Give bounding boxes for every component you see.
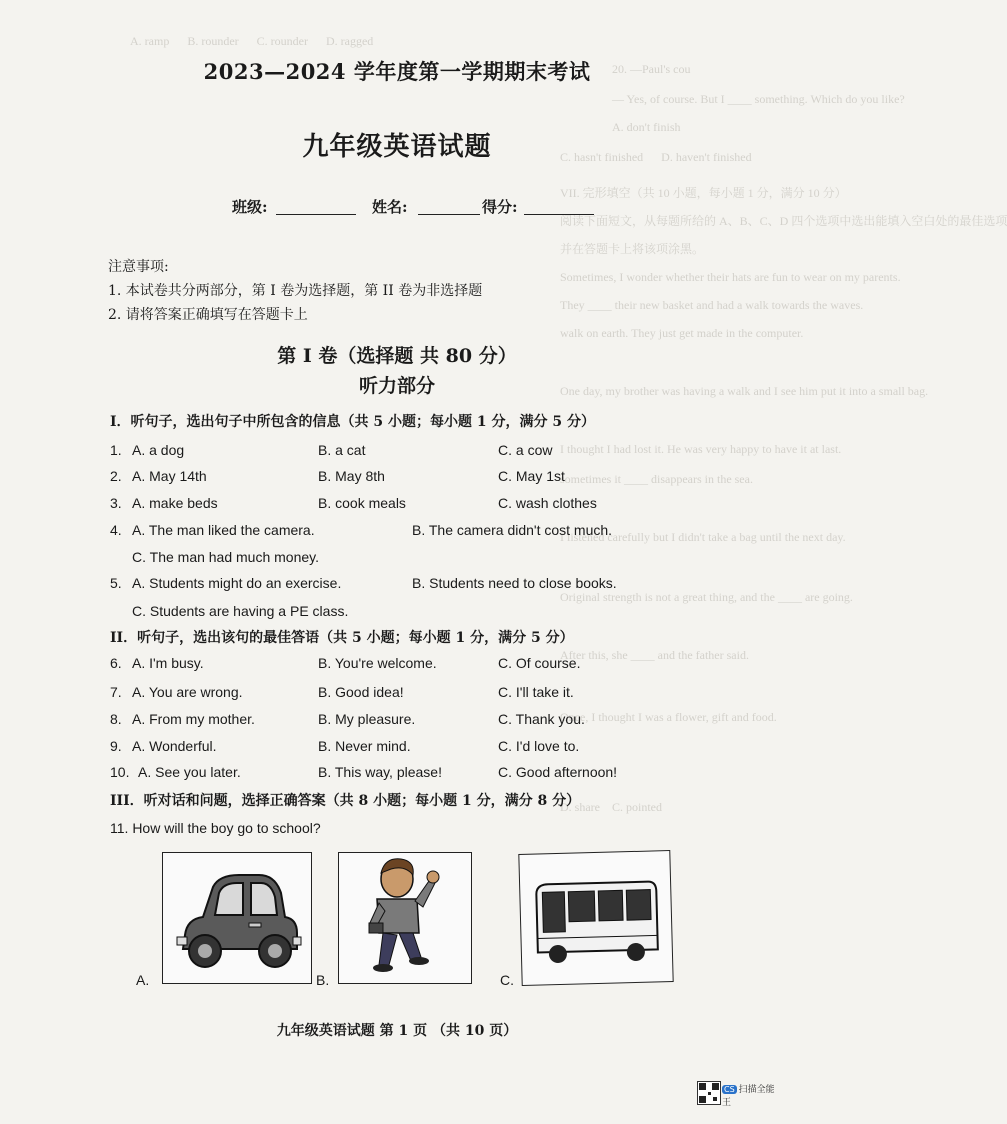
car-icon: [163, 853, 311, 983]
bleed-through: Original strength is not a great thing, and the ____ are going.: [560, 590, 853, 604]
exam-title: 2023—2024 学年度第一学期期末考试: [203, 59, 591, 84]
option-a[interactable]: A. The man liked the camera.: [132, 522, 315, 538]
option-a[interactable]: A. From my mother.: [132, 711, 255, 727]
page-footer: 九年级英语试题 第 1 页 （共 10 页）: [276, 1023, 518, 1039]
option-a[interactable]: A. make beds: [132, 495, 218, 511]
part1-heading: I．听句子，选出句子中所包含的信息（共 5 小题；每小题 1 分，满分 5 分）: [110, 414, 596, 430]
bleed-through: C. hasn't finished D. haven't finished: [560, 150, 752, 164]
option-c[interactable]: C. Students are having a PE class.: [132, 603, 349, 619]
option-a[interactable]: A. See you later.: [138, 764, 241, 780]
walking-boy-picture[interactable]: [338, 852, 472, 984]
option-b[interactable]: B. a cat: [318, 442, 366, 458]
class-field[interactable]: [276, 214, 356, 216]
bleed-through: 阅读下面短文，从每题所给的 A、B、C、D 四个选项中选出能填入空白处的最佳选项: [560, 214, 1007, 228]
exam-subtitle: 九年级英语试题: [302, 132, 492, 162]
bleed-through: VII. 完形填空（共 10 小题，每小题 1 分，满分 10 分）: [560, 186, 847, 200]
question-number: 10.: [110, 764, 130, 780]
option-a[interactable]: A. Wonderful.: [132, 738, 217, 754]
question-number: 4.: [110, 522, 122, 538]
car-picture[interactable]: [162, 852, 312, 984]
score-field[interactable]: [524, 214, 594, 216]
bleed-through: They ____ their new basket and had a walk towards the waves.: [560, 298, 864, 312]
bus-icon: [519, 851, 672, 985]
option-b[interactable]: B. May 8th: [318, 468, 385, 484]
score-label: 得分:: [482, 198, 518, 216]
option-c[interactable]: C. The man had much money.: [132, 549, 320, 565]
bleed-through: 并在答题卡上将该项涂黑。: [560, 242, 705, 256]
option-a[interactable]: A. May 14th: [132, 468, 207, 484]
question-number: 3.: [110, 495, 122, 511]
option-c[interactable]: C. a cow: [498, 442, 553, 458]
bleed-through: sometimes it ____ disappears in the sea.: [560, 472, 753, 486]
name-label: 姓名:: [372, 198, 408, 216]
question-number: 5.: [110, 575, 122, 591]
question-11: 11. How will the boy go to school?: [110, 820, 321, 836]
question-number: 2.: [110, 468, 122, 484]
bus-picture[interactable]: [518, 850, 673, 986]
option-a[interactable]: A. You are wrong.: [132, 684, 243, 700]
option-b[interactable]: B. Good idea!: [318, 684, 404, 700]
scanner-logo: [722, 1082, 780, 1108]
notice-item: 2. 请将答案正确填写在答题卡上: [108, 307, 308, 323]
option-c[interactable]: C. May 1st: [498, 468, 565, 484]
question-number: 9.: [110, 738, 122, 754]
notice-heading: 注意事项:: [108, 259, 169, 275]
option-b[interactable]: B. You're welcome.: [318, 655, 437, 671]
option-c[interactable]: C. Good afternoon!: [498, 764, 618, 780]
option-b[interactable]: B. My pleasure.: [318, 711, 416, 727]
option-c[interactable]: C. Of course.: [498, 655, 581, 671]
bleed-through: 20. —Paul's cou: [612, 62, 691, 76]
question-number: 7.: [110, 684, 122, 700]
notice-item: 1. 本试卷共分两部分，第 I 卷为选择题，第 II 卷为非选择题: [108, 283, 483, 299]
option-a[interactable]: A. Students might do an exercise.: [132, 575, 342, 591]
option-label-a: A.: [136, 972, 150, 988]
qr-code-icon: [697, 1081, 721, 1105]
bleed-through: Sometimes, I wonder whether their hats are fun to wear on my parents.: [560, 270, 901, 284]
option-c[interactable]: C. I'd love to.: [498, 738, 580, 754]
name-field[interactable]: [418, 214, 480, 216]
part2-heading: II．听句子，选出该句的最佳答语（共 5 小题；每小题 1 分，满分 5 分）: [110, 630, 574, 646]
watermark-text: 扫描全能王: [722, 1085, 775, 1108]
bleed-through: I thought I had lost it. He was very happy to have it at last.: [560, 442, 842, 456]
option-label-b: B.: [316, 972, 330, 988]
bleed-through: walk on earth. They just get made in the computer.: [560, 326, 804, 340]
listening-title: 听力部分: [358, 375, 435, 397]
bleed-through: A. ramp B. rounder C. rounder D. ragged: [130, 34, 374, 48]
bleed-through: Once, I thought I was a flower, gift and food.: [560, 710, 777, 724]
option-label-c: C.: [500, 972, 514, 988]
option-a[interactable]: A. I'm busy.: [132, 655, 204, 671]
part3-heading: III．听对话和问题，选择正确答案（共 8 小题；每小题 1 分，满分 8 分）: [110, 793, 581, 809]
option-c[interactable]: C. I'll take it.: [498, 684, 574, 700]
question-number: 8.: [110, 711, 122, 727]
question-number: 1.: [110, 442, 122, 458]
option-a[interactable]: A. a dog: [132, 442, 185, 458]
class-label: 班级:: [232, 198, 268, 216]
cs-icon: CS: [724, 1085, 735, 1094]
bleed-through: — Yes, of course. But I ____ something. Which do you like?: [612, 92, 905, 106]
bleed-through: I listened carefully but I didn't take a bag until the next day.: [560, 530, 846, 544]
bleed-through: One day, my brother was having a walk and I see him put it into a small bag.: [560, 384, 929, 398]
option-c[interactable]: C. wash clothes: [498, 495, 597, 511]
option-c[interactable]: C. Thank you.: [498, 711, 585, 727]
option-b[interactable]: B. cook meals: [318, 495, 406, 511]
walking-boy-icon: [339, 853, 471, 983]
section-title: 第 I 卷（选择题 共 80 分）: [277, 345, 517, 367]
option-b[interactable]: B. This way, please!: [318, 764, 442, 780]
bleed-through: A. don't finish: [612, 120, 681, 134]
option-b[interactable]: B. The camera didn't cost much.: [412, 522, 613, 538]
question-number: 6.: [110, 655, 122, 671]
option-b[interactable]: B. Never mind.: [318, 738, 411, 754]
option-b[interactable]: B. Students need to close books.: [412, 575, 617, 591]
bleed-through: After this, she ____ and the father said.: [560, 648, 749, 662]
bleed-through: D. share C. pointed: [560, 800, 662, 814]
